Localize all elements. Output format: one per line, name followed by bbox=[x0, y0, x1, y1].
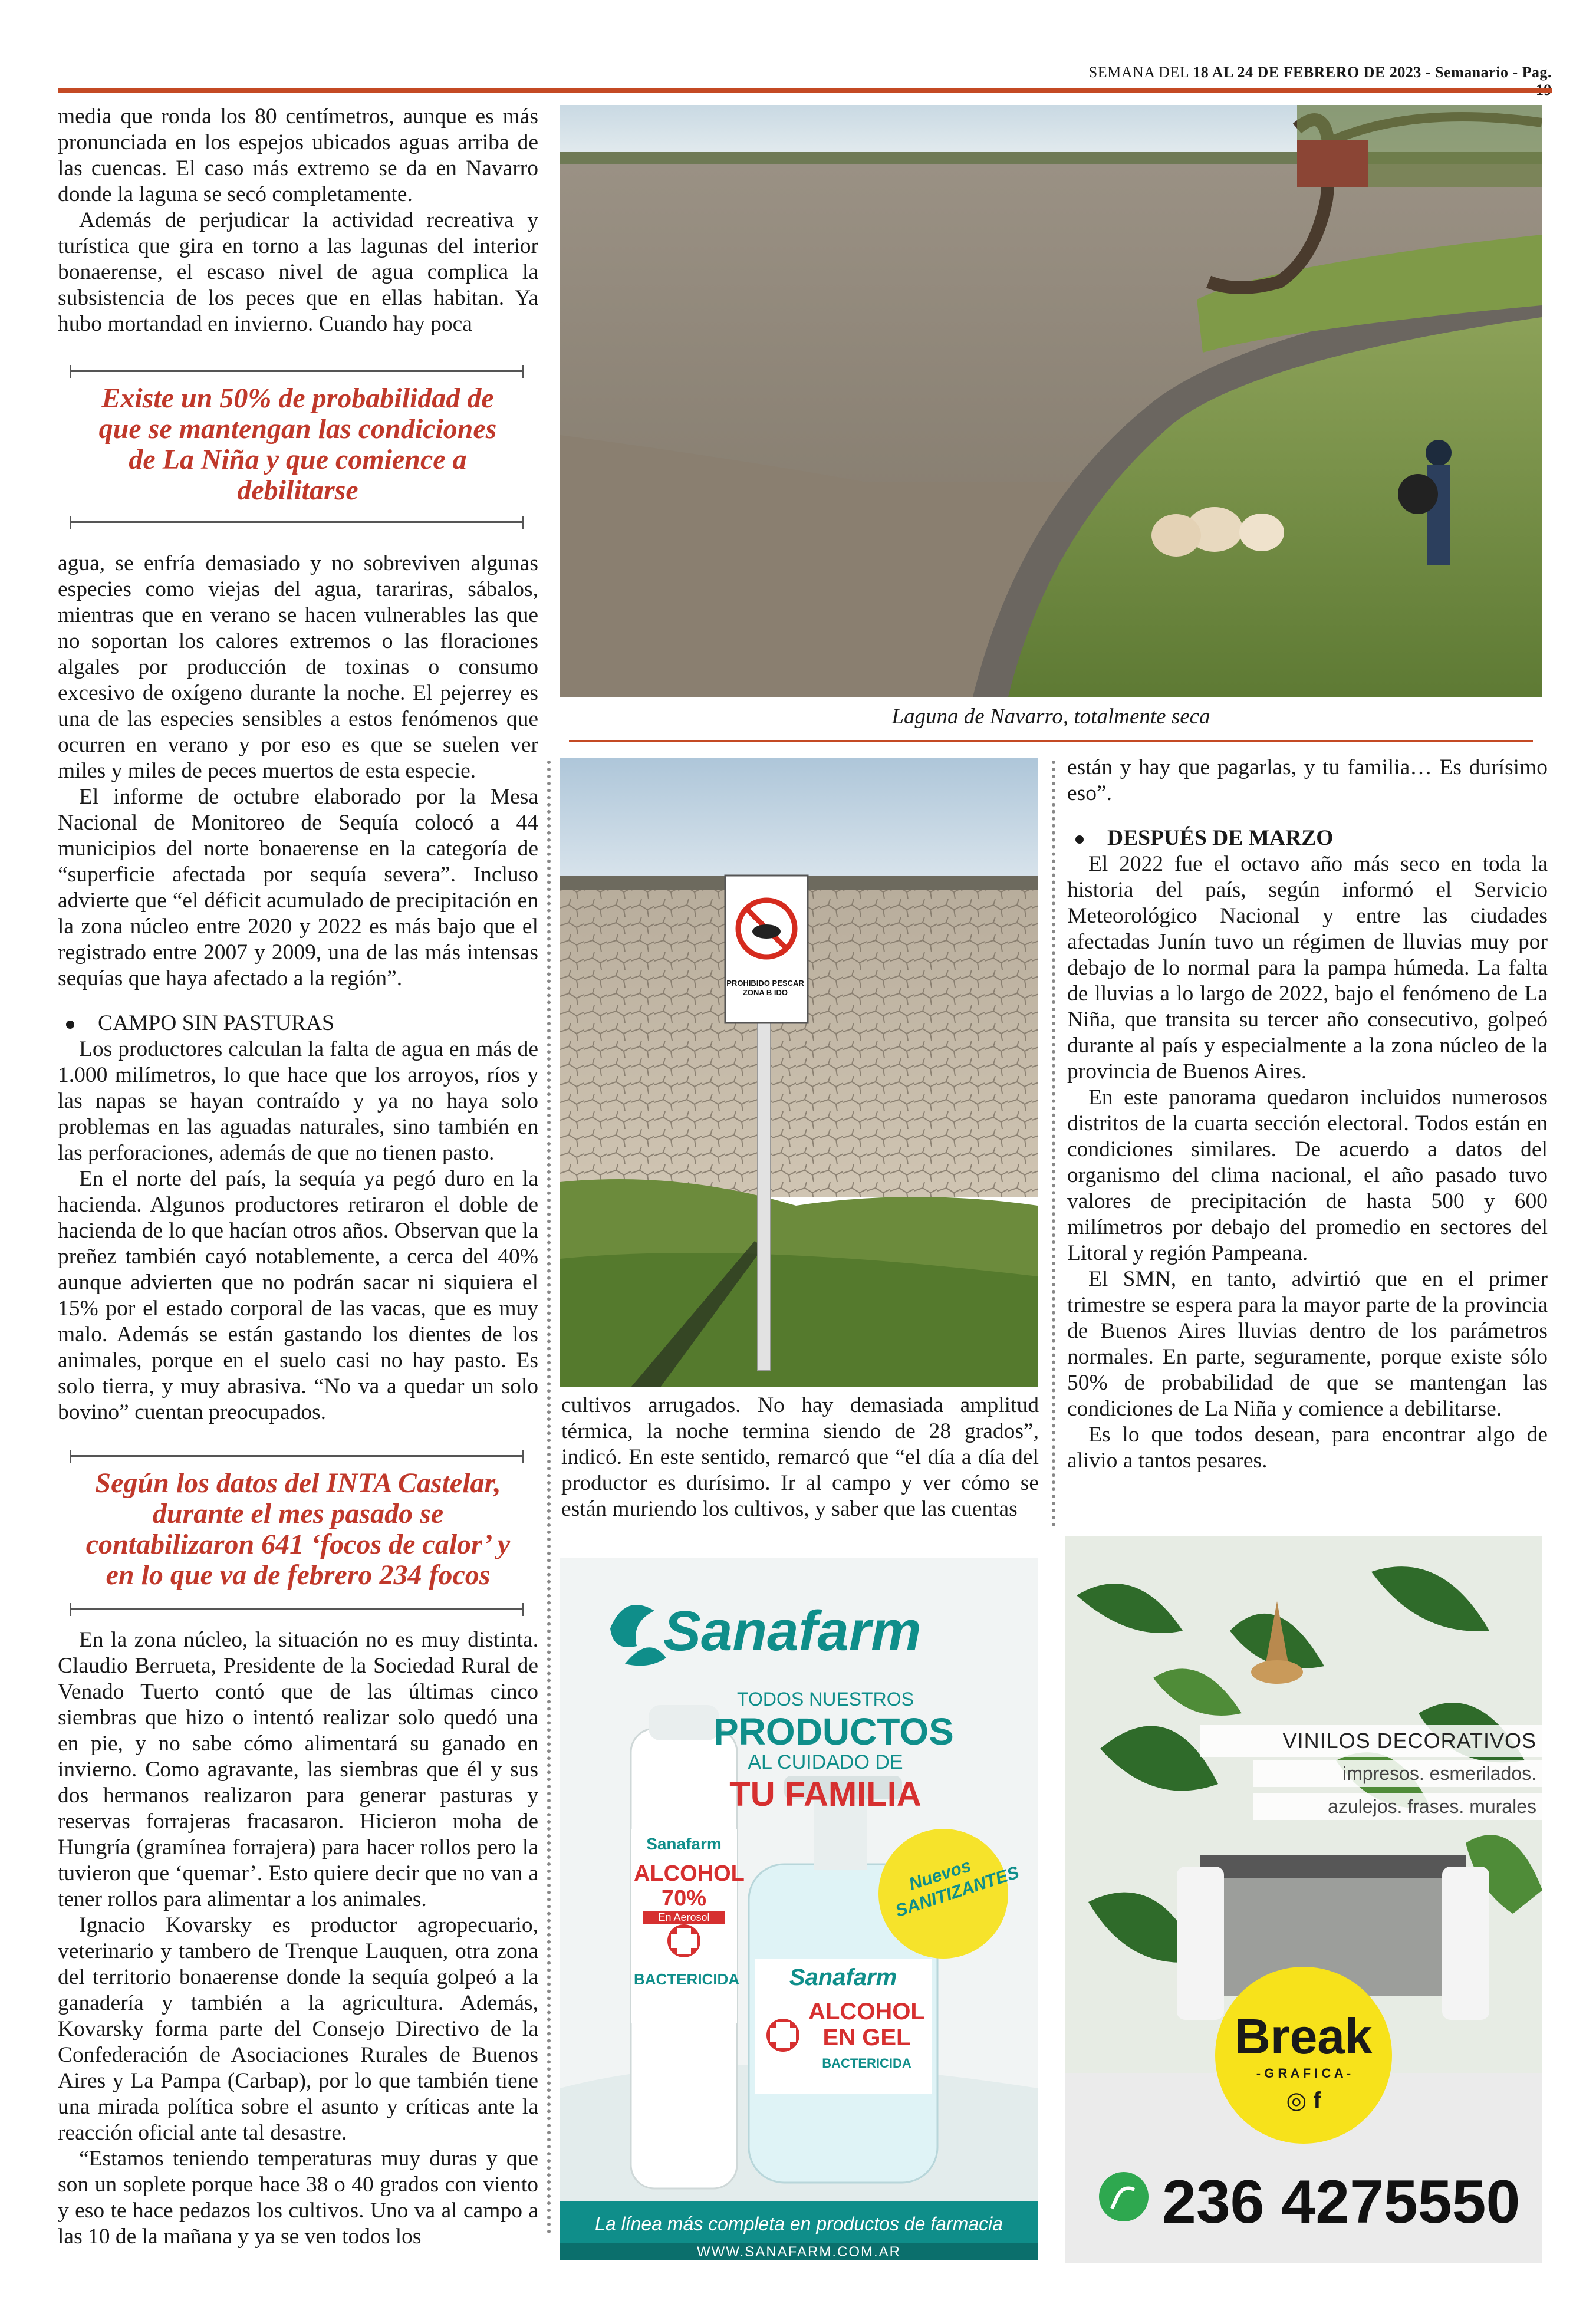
col1-paragraph-9: “Estamos teniendo temperaturas muy duras y que son un soplete porque hace 38 o 40 grados con viento y eso te hace pedazos los cultivos. Uno va al campo a las 10 de la mañana y ya se ven todos los bbox=[58, 2147, 538, 2249]
col3-paragraph-3: En este panorama quedaron incluidos numerosos distritos de la cuarta sección electoral. Todos están en condiciones similares. De acuerdo a datos del organismo del clima nacional, el año pasado tuvo valores de precipitación de hasta 500 y 600 milímetros por debajo del promedio en sectores del Litoral y región Pampeana. bbox=[1067, 1085, 1548, 1265]
sanafarm-line1: TODOS NUESTROS bbox=[737, 1689, 914, 1710]
section-heading-despues bbox=[1067, 825, 1548, 851]
photo-1-caption: Laguna de Navarro, totalmente seca bbox=[891, 705, 1210, 729]
header-publication: Semanario bbox=[1435, 64, 1509, 81]
break-line2: azulejos. frases. murales bbox=[1253, 1793, 1542, 1820]
column-1 bbox=[58, 104, 538, 337]
section-heading-campo bbox=[58, 1011, 538, 1036]
col1-paragraph-1: media que ronda los 80 centímetros, aunque es más pronunciada en los espejos ubicados aguas arriba de las cuencas. El caso más extremo se da en Navarro donde la laguna se secó completamente. bbox=[58, 104, 538, 206]
col3-paragraph-1: están y hay que pagarlas, y tu familia… Es durísimo eso”. bbox=[1067, 755, 1548, 805]
pullquote-1-top-rule bbox=[70, 370, 524, 372]
aerosol-brand: Sanafarm bbox=[646, 1835, 722, 1853]
gel-title: ALCOHOL EN GEL bbox=[808, 1999, 925, 2051]
gel-type: BACTERICIDA bbox=[822, 2056, 911, 2071]
col2-paragraph-1: cultivos arrugados. No hay demasiada amplitud térmica, la noche termina siendo de 28 grados”, indicó. En este sentido, remarcó que “el día a día del productor es durísimo. Ir al campo y ver cómo se están muriendo los cultivos, y saber que las cuentas bbox=[561, 1393, 1039, 1521]
bullet-icon bbox=[1075, 835, 1084, 844]
bullet-icon bbox=[66, 1021, 74, 1029]
break-logo-sub: - G R A F I C A - bbox=[1256, 2066, 1351, 2081]
sanafarm-logo: Sanafarm bbox=[663, 1599, 922, 1663]
section-heading-text: DESPUÉS DE MARZO bbox=[1107, 826, 1334, 850]
break-logo: Break bbox=[1235, 2009, 1373, 2064]
col1-paragraph-3: agua, se enfría demasiado y no sobreviven algunas especies como viejas del agua, tarariras, sábalos, mientras que en verano se hacen vulnerables las que no soportan los calores extremos o las floraciones algales por producción de toxinas o consumo excesivo de oxígeno durante la noche. El pejerrey es una de las especies sensibles a estos fenómenos que ocurren en verano y por eso es que se suelen ver miles y miles de peces muertos de esta especie. bbox=[58, 551, 538, 783]
page-header bbox=[1085, 64, 1552, 99]
aerosol-type: BACTERICIDA bbox=[634, 1970, 740, 1988]
col1-paragraph-8: Ignacio Kovarsky es productor agropecuario, veterinario y tambero de Trenque Lauquen, otra zona del territorio bonaerense donde la sequía golpeó a la ganadería y también a la agricultura. Además, Kovarsky forma parte del Consejo Directivo de la Confederación de Asociaciones Rurales de Buenos Aires y La Pampa (Carbap), por lo que también tiene una mirada política sobre el asunto y críticas ante la reacción oficial ante tal desastre. bbox=[58, 1913, 538, 2145]
column-divider-2 bbox=[1052, 761, 1055, 1527]
photo-laguna-svg bbox=[560, 105, 1542, 697]
sign-text: PROHIBIDO PESCAR ZONA B IDO bbox=[726, 979, 804, 997]
col1-paragraph-7: En la zona núcleo, la situación no es muy distinta. Claudio Berrueta, Presidente de la Sociedad Rural de Venado Tuerto contó que de las últimas cinco siembras que hizo o intentó realizar solo quedó una en pie, y no sabe cómo alimentará su ganado en invierno. Como agravante, las siembras que él y sus dos hermanos realizaron para generar pasturas y reservas forrajeras fracasaron. Hicieron moha de Hungría (gramínea forrajera) para hacer rollos pero la tuvieron que ‘quemar’. Esto quiere decir que no van a tener rollos para alimentar a los animales. bbox=[58, 1628, 538, 1911]
break-line1: impresos. esmerilados. bbox=[1253, 1760, 1542, 1787]
social-icons[interactable]: ◎ f bbox=[1286, 2088, 1321, 2114]
ad-sanafarm[interactable] bbox=[560, 1558, 1038, 2260]
header-rule bbox=[58, 88, 1552, 93]
col1-paragraph-6: En el norte del país, la sequía ya pegó duro en la hacienda. Algunos productores retiraron el doble de hacienda de lo que hacían otros años. Observan que la preñez también cayó notablemente, a cerca del 40% aunque advierten que no podrán sacar ni siquiera el 15% por el estado corporal de las vacas, que es muy malo. Además se están gastando los dientes de los animales, porque en el suelo casi no hay pasto. Es solo tierra, y muy abrasiva. “No va a quedar un solo bovino” cuentan preocupados. bbox=[58, 1167, 538, 1424]
aerosol-sub: En Aerosol bbox=[643, 1911, 725, 1924]
caption-rule bbox=[569, 740, 1533, 742]
break-art bbox=[1065, 1536, 1542, 2263]
break-phone[interactable]: 236 4275550 bbox=[1162, 2168, 1521, 2236]
sanafarm-line2: PRODUCTOS bbox=[713, 1710, 954, 1753]
col1-paragraph-2: Además de perjudicar la actividad recreativa y turística que gira en torno a las lagunas del interior bonaerense, el escaso nivel de agua complica la subsistencia de los peces que en ellas habitan. Ya hubo mortandad en invierno. Cuando hay poca bbox=[58, 208, 538, 336]
col1-paragraph-5: Los productores calculan la falta de agua en más de 1.000 milímetros, lo que hace que los arroyos, ríos y las napas se hayan contraído y ya no haya solo problemas en las aguadas naturales, sino también en las perforaciones, además de que no tienen pasto. bbox=[58, 1037, 538, 1165]
gel-brand: Sanafarm bbox=[789, 1964, 897, 1990]
photo-laguna-navarro bbox=[560, 105, 1542, 697]
break-title: VINILOS DECORATIVOS bbox=[1200, 1725, 1542, 1757]
column-1-end bbox=[58, 1627, 538, 2250]
pullquote-2-top-rule bbox=[70, 1455, 524, 1457]
header-page-number: - Pag. bbox=[1512, 64, 1552, 81]
column-2 bbox=[561, 1393, 1039, 1522]
col3-paragraph-5: Es lo que todos desean, para encontrar algo de alivio a tantos pesares. bbox=[1067, 1423, 1548, 1473]
photo-prohibido-pescar bbox=[560, 758, 1038, 1387]
sanafarm-url[interactable]: WWW.SANAFARM.COM.AR bbox=[697, 2244, 901, 2260]
sanafarm-line3: AL CUIDADO DE bbox=[748, 1751, 903, 1773]
column-1-cont bbox=[58, 551, 538, 1426]
ad-break-grafica[interactable] bbox=[1065, 1536, 1542, 2263]
pullquote-1: Existe un 50% de probabilidad de que se mantengan las condiciones de La Niña y que comience a debilitarse bbox=[98, 383, 497, 506]
col3-paragraph-4: El SMN, en tanto, advirtió que en el primer trimestre se espera para la mayor parte de la provincia de Buenos Aires lluvias dentro de los parámetros normales. En parte, seguramente, porque existe sólo 50% de probabilidad de que se mantengan las condiciones de La Niña y comience a debilitarse. bbox=[1067, 1267, 1548, 1421]
pullquote-2: Según los datos del INTA Castelar, durante el mes pasado se contabilizaron 641 ‘focos de calor’ y en lo que va de febrero 234 focos bbox=[85, 1467, 511, 1591]
photo-sign-svg bbox=[560, 758, 1038, 1387]
section-heading-text: CAMPO SIN PASTURAS bbox=[98, 1011, 334, 1035]
aerosol-title: ALCOHOL 70% bbox=[634, 1861, 745, 1911]
pullquote-2-bottom-rule bbox=[70, 1608, 524, 1610]
column-divider-1 bbox=[547, 761, 551, 2234]
pullquote-1-bottom-rule bbox=[70, 521, 524, 523]
col1-paragraph-4: El informe de octubre elaborado por la Mesa Nacional de Monitoreo de Sequía colocó a 44 municipios del norte bonaerense en la categoría de “superficie afectada por sequía severa”. Incluso advierte que “el déficit acumulado de precipitación en la zona núcleo entre 2020 y 2022 es más bajo que el registrado entre 2007 y 2009, una de las más intensas sequías que haya afectado a la región”. bbox=[58, 785, 538, 990]
sanafarm-tagline: La línea más completa en productos de farmacia bbox=[595, 2213, 1003, 2234]
header-prefix: SEMANA DEL bbox=[1088, 64, 1193, 81]
sanafarm-line4: TU FAMILIA bbox=[729, 1775, 922, 1814]
col3-paragraph-2: El 2022 fue el octavo año más seco en toda la historia del país, según informó el Servicio Meteorológico Nacional y entre las ciudades afectadas Junín tuvo un régimen de lluvias muy por debajo de lo normal para la pampa húmeda. La falta de lluvias a lo largo de 2022, bajo el fenómeno de La Niña, que transita su tercer año consecutivo, golpeó durante al país y especialmente a la zona núcleo de la provincia de Buenos Aires. bbox=[1067, 852, 1548, 1084]
header-dates: 18 AL 24 DE FEBRERO DE 2023 bbox=[1193, 64, 1421, 81]
column-3 bbox=[1067, 755, 1548, 1474]
header-sep: - bbox=[1421, 64, 1436, 81]
sanitizer-badge: Nuevos SANITIZANTES bbox=[893, 1855, 1022, 1921]
